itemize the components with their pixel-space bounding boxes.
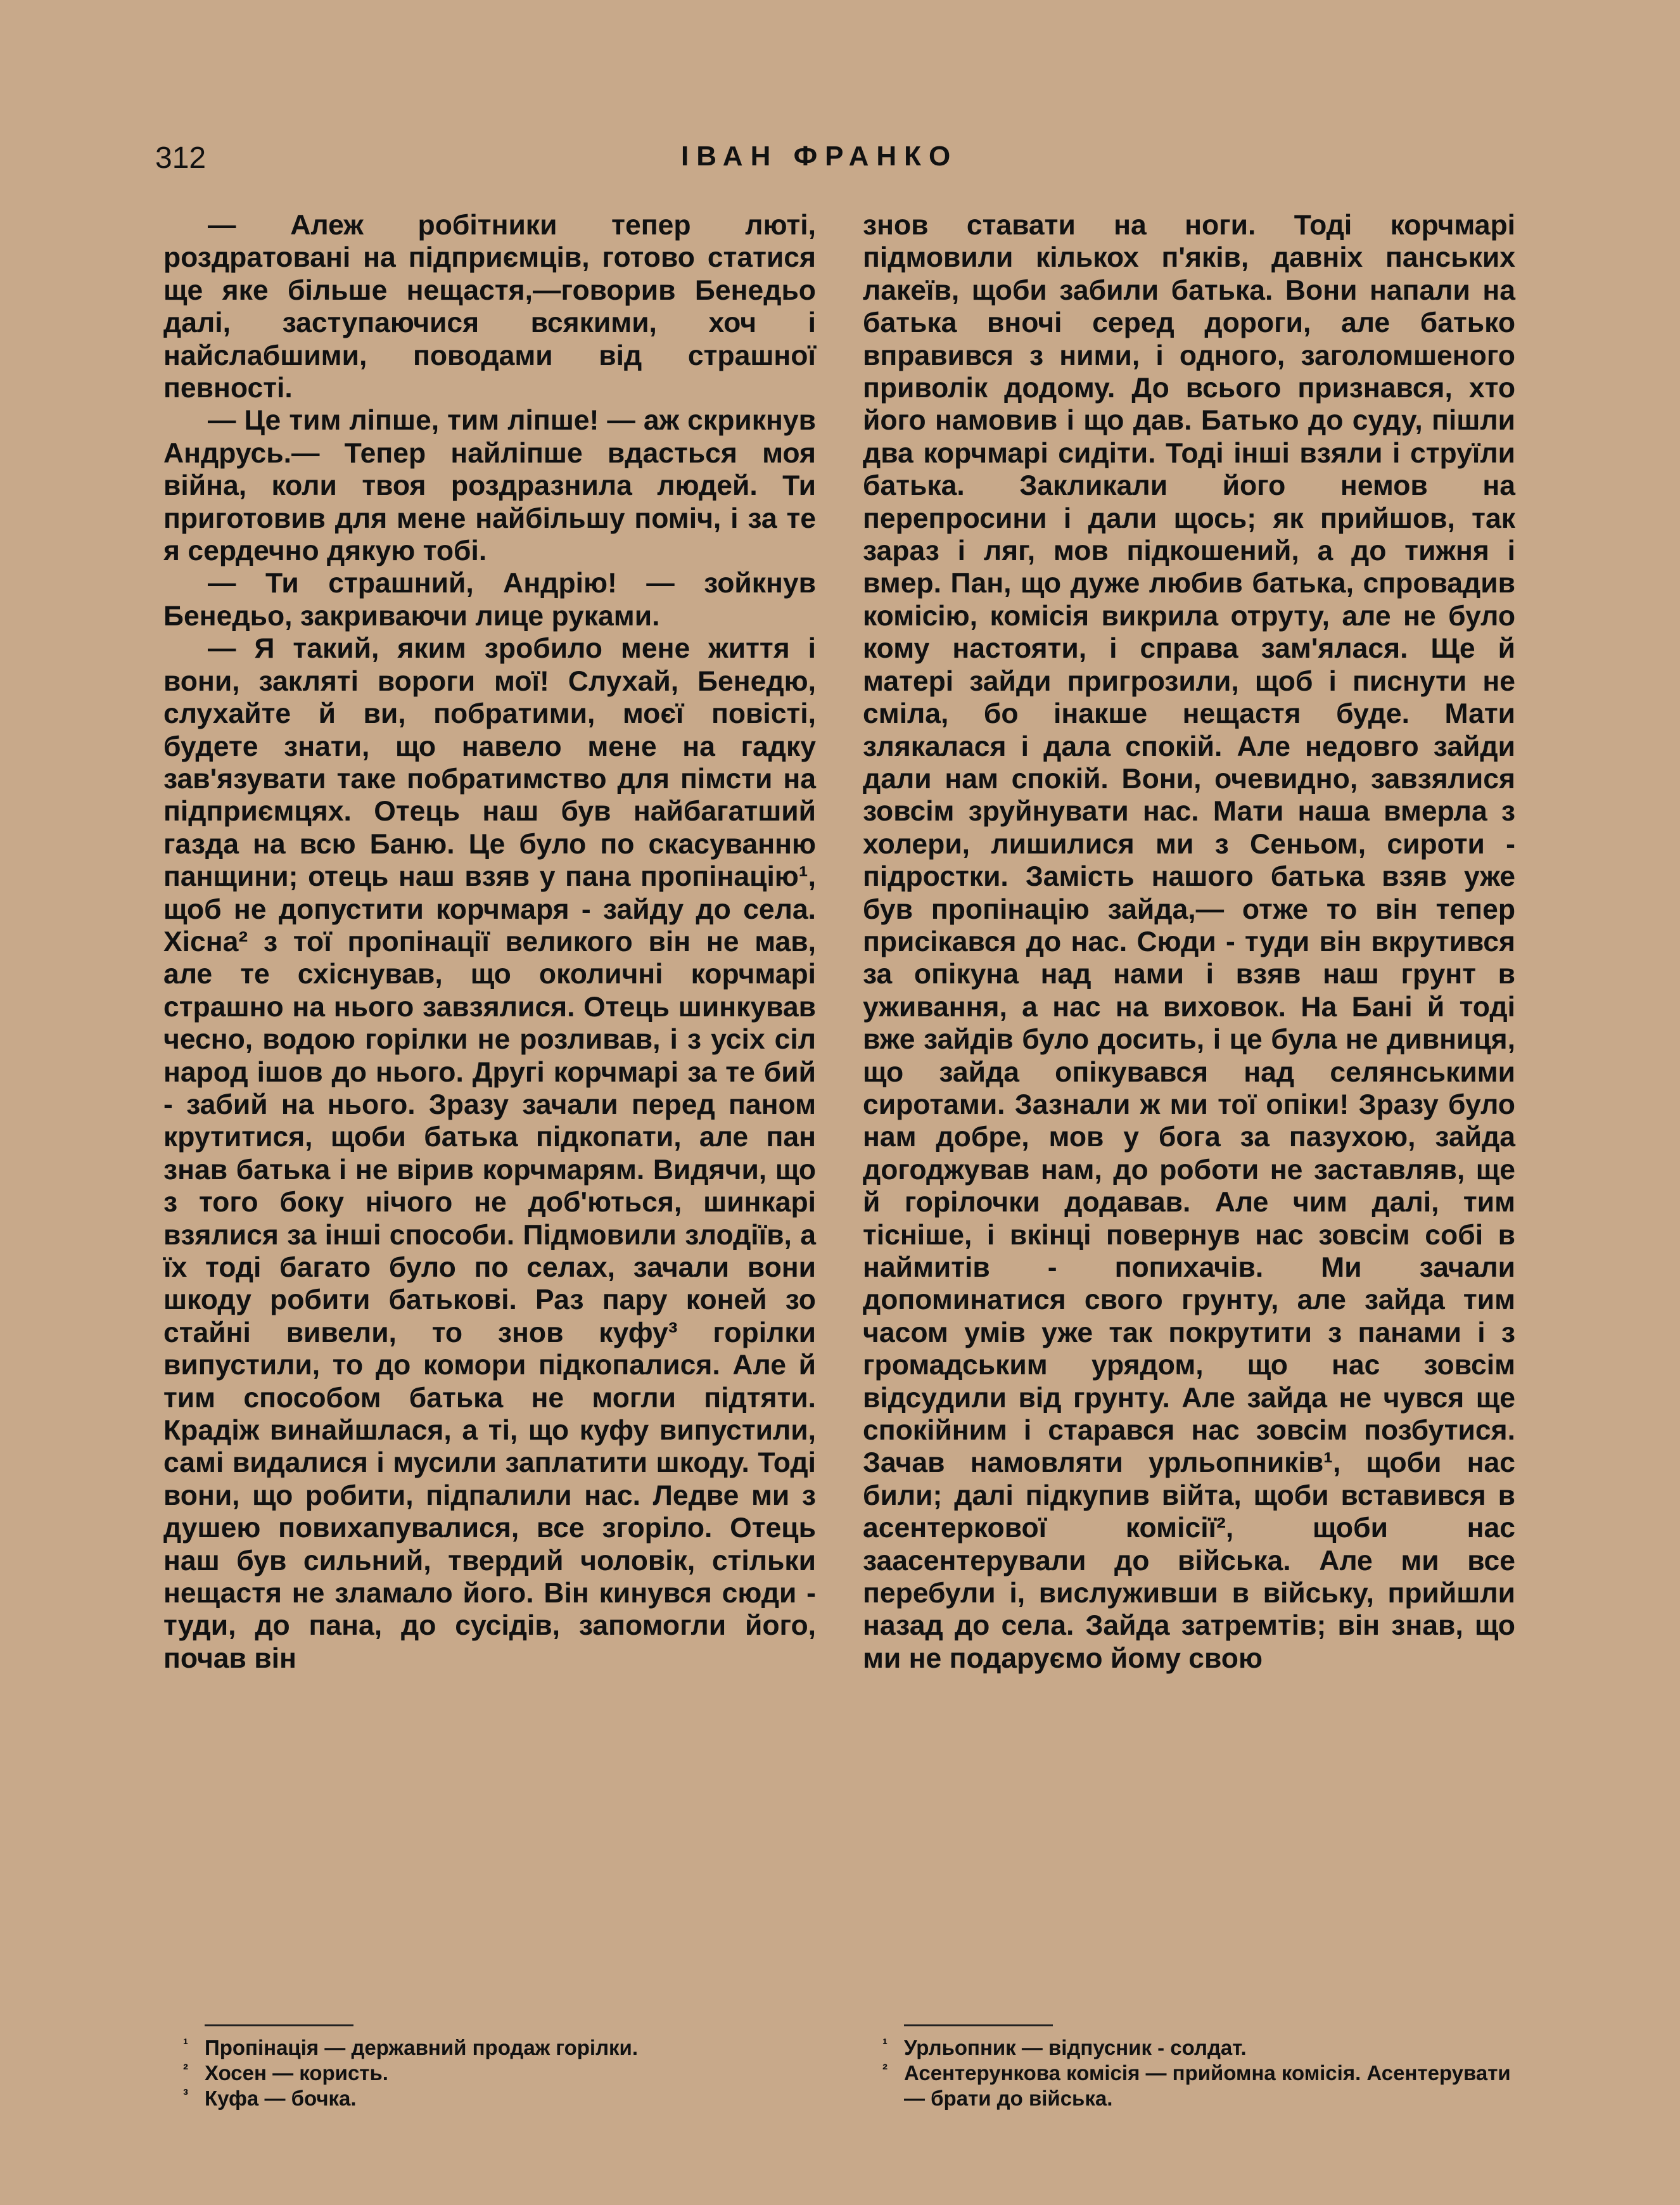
left-column bbox=[163, 209, 816, 1675]
paragraph: — Ти страшний, Андрію! — зойкнув Бенедьо, закриваючи лице руками. bbox=[163, 568, 816, 632]
footnotes-left bbox=[163, 2024, 816, 2111]
footnote-text: Урльопник — відпусник - солдат. bbox=[904, 2036, 1247, 2059]
footnote-mark: ² bbox=[183, 2061, 188, 2078]
footnote-mark: ³ bbox=[183, 2087, 188, 2104]
running-title: ІВАН ФРАНКО bbox=[681, 141, 958, 172]
paragraph-continued: знов ставати на ноги. Тоді корчмарі підмовили кількох п'яків, давніх панських лакеїв, щоби забили батька. Вони напали на батька вночі серед дороги, але батько вправився з ними, і одного, заголомшеного приволік додому. До всього признався, хто його намовив і що дав. Батько до суду, пішли два корчмарі сидіти. Тоді інші взяли і струїли батька. Закликали його немов на перепросини і дали щось; як прийшов, так зараз і ляг, мов підкошений, а до тижня і вмер. Пан, що дуже любив батька, спровадив комісію, комісія викрила отруту, але не було кому настояти, і справа зам'ялася. Ще й матері зайди пригрозили, щоб і писнути не сміла, бо інакше нещастя буде. Мати злякалася і дала спокій. Але недовго зайди дали нам спокій. Вони, очевидно, завзялися зовсім зруйнувати нас. Мати наша вмерла з холери, лишилися ми з Сеньом, сироти - підростки. Замість нашого батька взяв уже був пропінацію зайда,— отже то він тепер присікався до нас. Сюди - туди він вкрутився за опікуна над нами і взяв наш грунт в уживання, а нас на виховок. На Бані й тоді вже зайдів було досить, і це була не дивниця, що зайда опікувався над селянськими сиротами. Зазнали ж ми тої опіки! Зразу було нам добре, мов у бога за пазухою, зайда догоджував нам, до роботи не заставляв, ще й горілочки додавав. Але чим далі, тим тісніше, і вкінці повернув нас зовсім собі в наймитів - попихачів. Ми зачали допоминатися свого грунту, але зайда тим часом умів уже так покрутити з панами і з громадським урядом, що нас зовсім відсудили від грунту. Але зайда не чувся ще спокійним і старався нас зовсім позбутися. Зачав намовляти урльопників¹, щоби нас били; далі підкупив війта, щоби вставився в асентеркової комісії², щоби нас заасентерували до війська. Але ми все перебули і, вислуживши в війську, прийшли назад до села. Зайда затремтів; він знав, що ми не подаруємо йому свою bbox=[863, 210, 1515, 1674]
footnote bbox=[163, 2035, 816, 2061]
footnote-mark: ¹ bbox=[183, 2036, 188, 2053]
page-number: 312 bbox=[155, 141, 207, 175]
footnote-text: Хосен — користь. bbox=[205, 2061, 388, 2085]
footnote-divider bbox=[904, 2024, 1053, 2026]
footnote-text: Асентерункова комісія — прийомна комісія. Асентерувати — брати до війська. bbox=[904, 2061, 1511, 2110]
footnote bbox=[863, 2061, 1515, 2111]
paragraph: — Я такий, яким зробило мене життя і вони, закляті вороги мої! Слухай, Бенедю, слухайте й ви, побратими, моєї повісті, будете знати, що навело мене на гадку зав'язувати таке побратимство для пімсти на підприємцях. Отець наш був найбагатший газда на всю Баню. Це було по скасуванню панщини; отець наш взяв у пана пропінацію¹, щоб не допустити корчмаря - зайду до села. Хісна² з тої пропінації великого він не мав, але те схіснував, що околичні корчмарі страшно на нього завзялися. Отець шинкував чесно, водою горілки не розливав, і з усіх сіл народ ішов до нього. Другі корчмарі за те бий - забий на нього. Зразу зачали перед паном крутитися, щоби батька підкопати, але пан знав батька і не вірив корчмарям. Видячи, що з того боку нічого не доб'ються, шинкарі взялися за інші способи. Підмовили злодіїв, а їх тоді багато було по селах, зачали вони шкоду робити батькові. Раз пару коней зо стайні вивели, то знов куфу³ горілки випустили, то до комори підкопалися. Але й тим способом батька не могли підтяти. Крадіж винайшлася, а ті, що куфу випустили, самі видалися і мусили заплатити шкоду. Тоді вони, що робити, підпалили нас. Ледве ми з душею повихапувалися, все згоріло. Отець наш був сильний, твердий чоловік, стільки нещастя не зламало його. Він кинувся сюди - туди, до пана, до сусідів, запомогли його, почав він bbox=[163, 633, 816, 1674]
paragraph: — Це тим ліпше, тим ліпше! — аж скрикнув Андрусь.— Тепер найліпше вдасться моя війна, коли твоя роздразнила людей. Ти приготовив для мене найбільшу поміч, і за те я сердечно дякую тобі. bbox=[163, 405, 816, 567]
footnote-text: Куфа — бочка. bbox=[205, 2087, 357, 2110]
footnotes-right bbox=[863, 2024, 1515, 2111]
footnote bbox=[163, 2086, 816, 2111]
footnote bbox=[863, 2035, 1515, 2061]
paragraph: — Алеж робітники тепер люті, роздратовані на підприємців, готово статися ще яке більше нещастя,—говорив Бенедьо далі, заступаючися всякими, хоч і найслабшими, поводами від страшної певності. bbox=[163, 210, 816, 404]
footnote-mark: ¹ bbox=[882, 2036, 888, 2053]
footnote bbox=[163, 2061, 816, 2086]
right-column bbox=[863, 209, 1515, 1675]
footnote-mark: ² bbox=[882, 2061, 888, 2078]
page-header bbox=[155, 141, 1549, 185]
footnote-divider bbox=[205, 2024, 353, 2026]
footnote-text: Пропінація — державний продаж горілки. bbox=[205, 2036, 639, 2059]
